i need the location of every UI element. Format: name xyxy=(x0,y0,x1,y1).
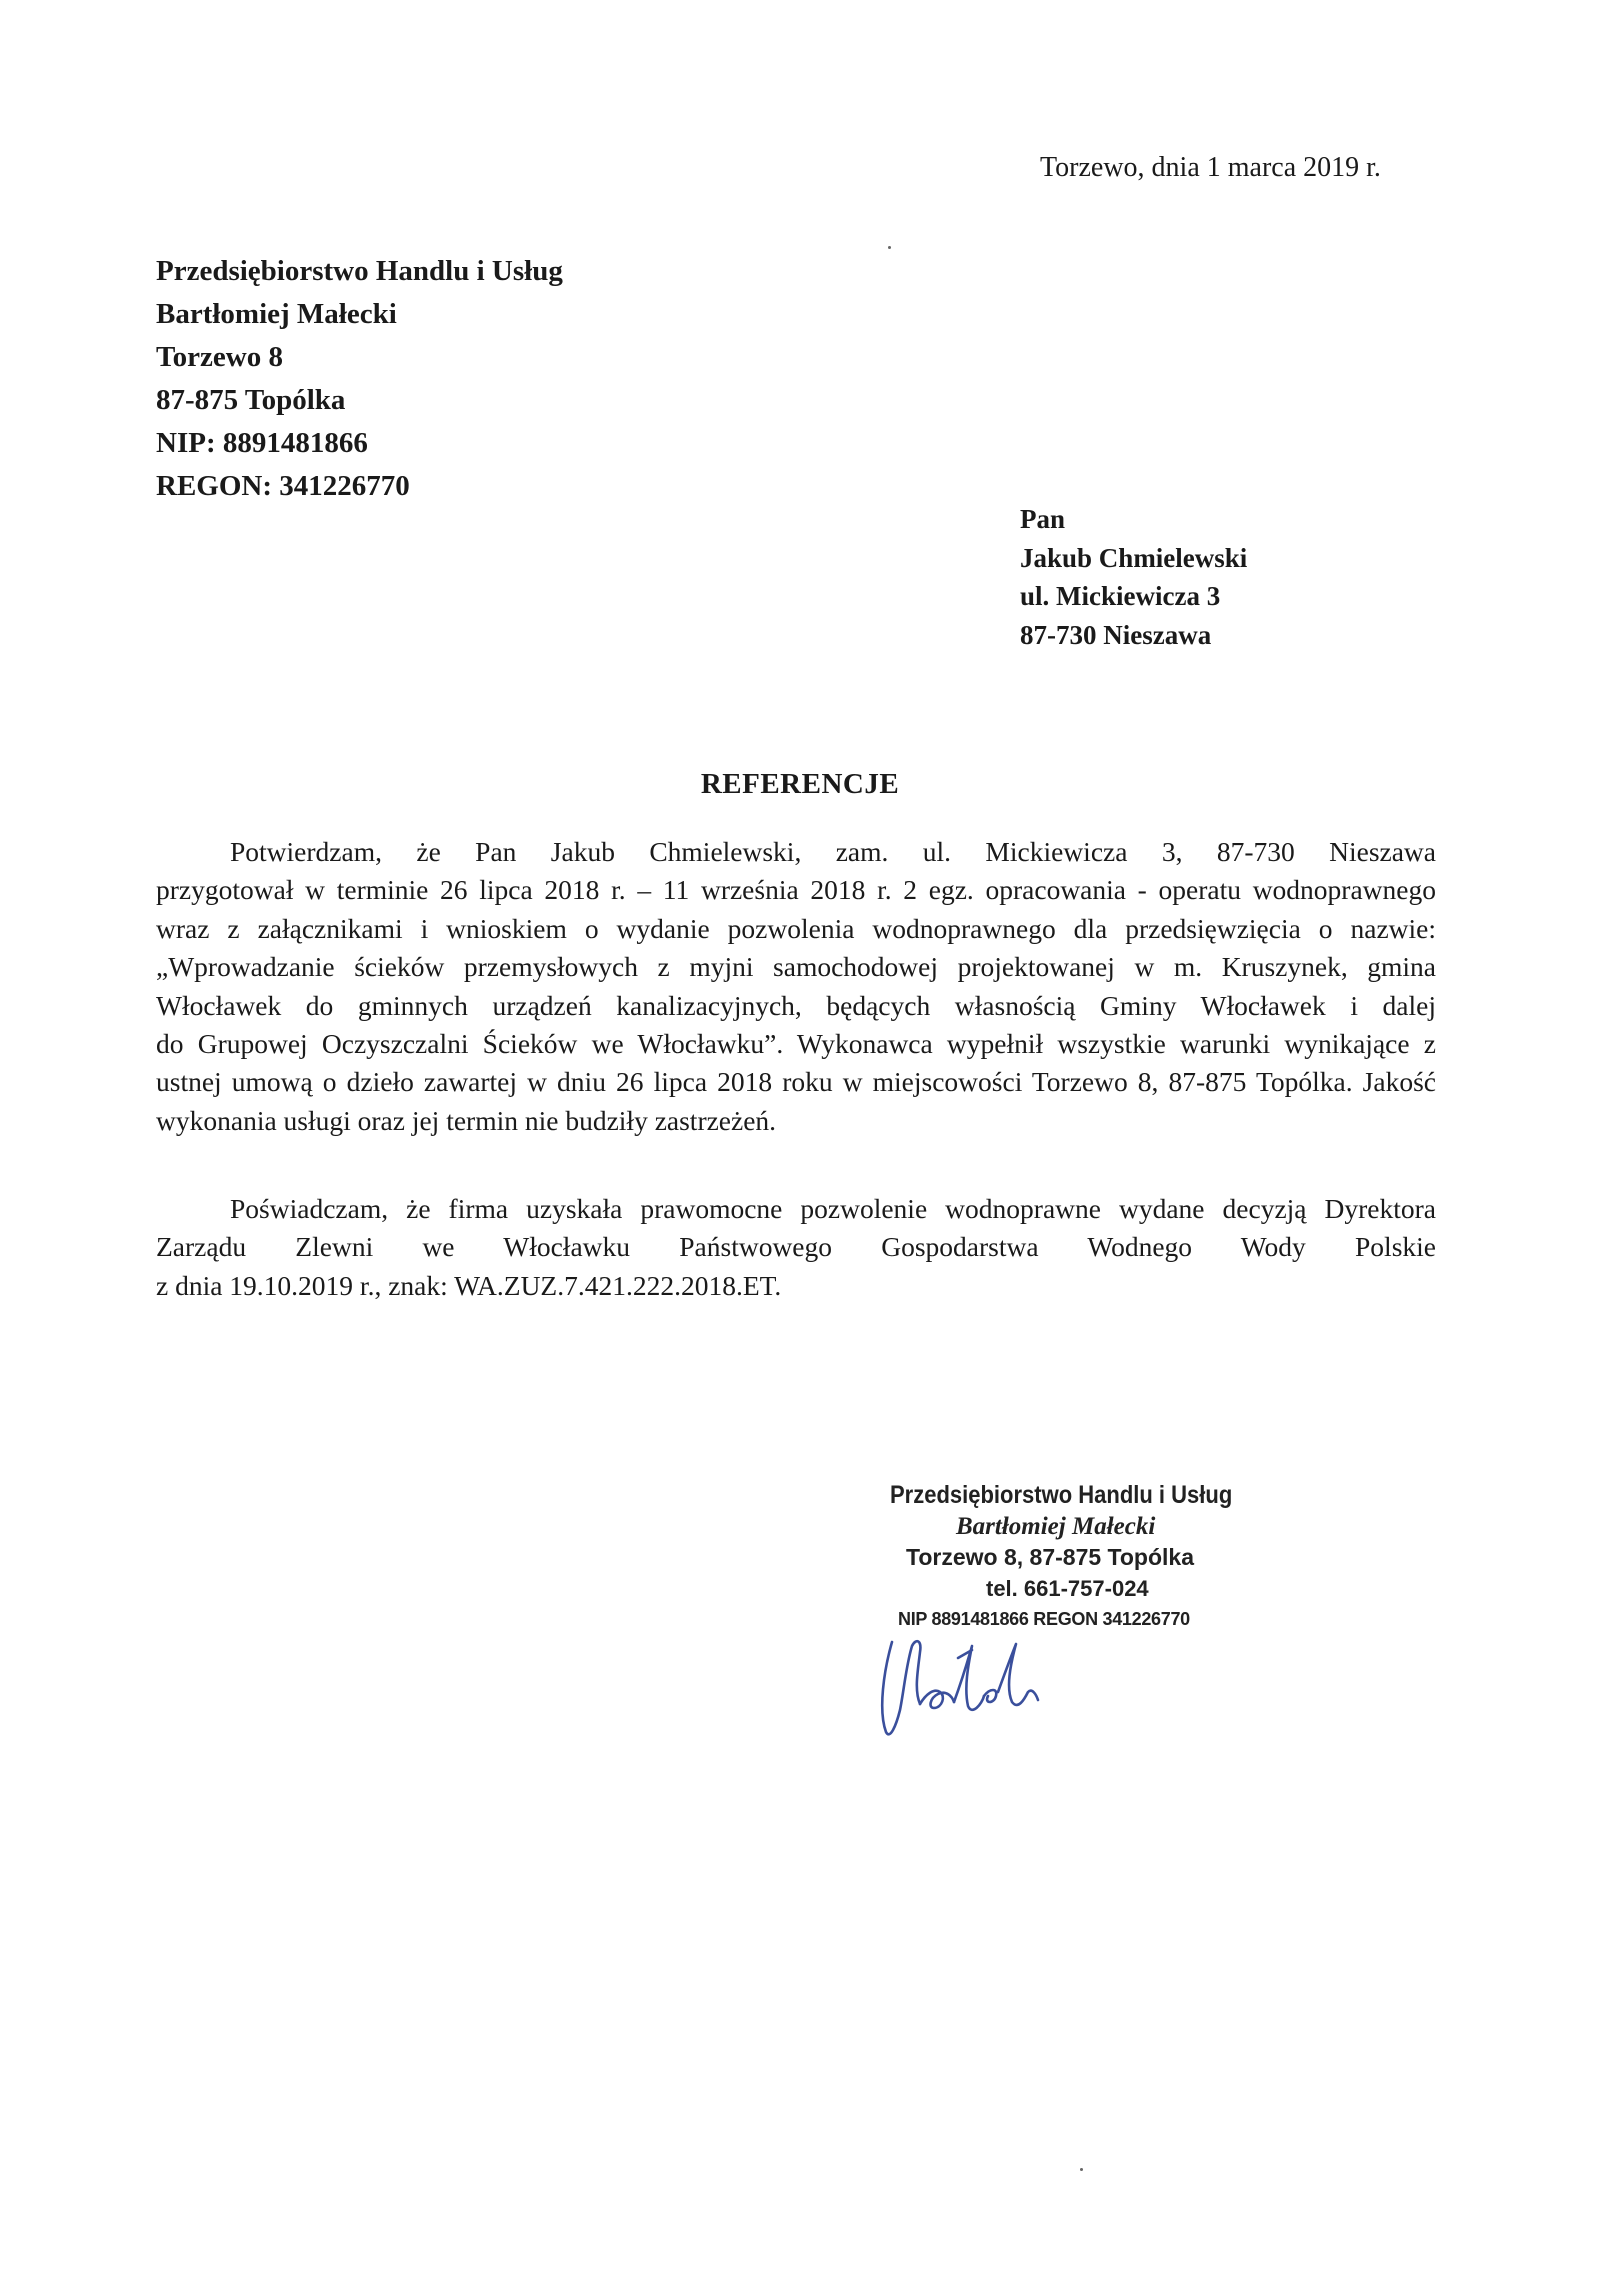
stamp-phone: tel. 661-757-024 xyxy=(986,1576,1149,1601)
recipient-name: Jakub Chmielewski xyxy=(1020,542,1248,573)
sender-street: Torzewo 8 xyxy=(156,341,283,373)
stamp-address: Torzewo 8, 87-875 Topólka xyxy=(906,1544,1195,1570)
sender-address-block xyxy=(156,250,563,508)
paragraph-2-line: Zarządu Zlewni we Włocławku Państwowego Gospodarstwa Wodnego Wody Polskie xyxy=(156,1231,1436,1263)
scan-speck xyxy=(1080,2168,1083,2171)
stamp-company-name: Przedsiębiorstwo Handlu i Usług xyxy=(890,1481,1233,1509)
sender-company-name: Przedsiębiorstwo Handlu i Usług xyxy=(156,255,563,287)
scan-speck xyxy=(888,246,891,249)
paragraph-1-line: wykonania usługi oraz jej termin nie budziły zastrzeżeń. xyxy=(156,1104,777,1136)
company-stamp xyxy=(870,1480,1340,1635)
stamp-owner-name: Bartłomiej Małecki xyxy=(956,1513,1156,1540)
sender-nip: NIP: 8891481866 xyxy=(156,427,368,459)
handwritten-signature xyxy=(872,1630,1112,1740)
paragraph-1-line: do Grupowej Oczyszczalni Ścieków we Włocławku”. Wykonawca wypełnił wszystkie warunki wynikające z xyxy=(156,1028,1436,1060)
recipient-street: ul. Mickiewicza 3 xyxy=(1020,581,1221,611)
body-paragraph-2 xyxy=(156,1190,1436,1305)
recipient-address-block xyxy=(1020,500,1247,654)
body-paragraph-1 xyxy=(156,833,1436,1140)
recipient-salutation: Pan xyxy=(1020,504,1066,534)
paragraph-1-line: „Wprowadzanie ścieków przemysłowych z myjni samochodowej projektowanej w m. Kruszynek, gmina xyxy=(156,951,1436,983)
paragraph-1-line: ustnej umową o dzieło zawartej w dniu 26 lipca 2018 roku w miejscowości Torzewo 8, 87-875 Topólka. Jakość xyxy=(156,1066,1436,1098)
sender-owner-name: Bartłomiej Małecki xyxy=(156,298,397,330)
stamp-tax-ids: NIP 8891481866 REGON 341226770 xyxy=(898,1609,1190,1629)
paragraph-1-line: Potwierdzam, że Pan Jakub Chmielewski, zam. ul. Mickiewicza 3, 87-730 Nieszawa xyxy=(230,836,1436,867)
paragraph-2-line: z dnia 19.10.2019 r., znak: WA.ZUZ.7.421.222.2018.ET. xyxy=(156,1269,782,1301)
paragraph-1-line: wraz z załącznikami i wnioskiem o wydanie pozwolenia wodnoprawnego dla przedsięwzięcia o nazwie: xyxy=(156,912,1436,944)
recipient-city: 87-730 Nieszawa xyxy=(1020,619,1212,650)
sender-regon: REGON: 341226770 xyxy=(156,470,410,502)
date-line: Torzewo, dnia 1 marca 2019 r. xyxy=(1040,152,1381,183)
document-title: REFERENCJE xyxy=(700,768,900,800)
paragraph-2-line: Poświadczam, że firma uzyskała prawomocne pozwolenie wodnoprawne wydane decyzją Dyrektora xyxy=(230,1193,1436,1224)
sender-city: 87-875 Topólka xyxy=(156,384,346,416)
paragraph-1-line: przygotował w terminie 26 lipca 2018 r. – 11 września 2018 r. 2 egz. opracowania - operatu wodnoprawnego xyxy=(156,874,1436,906)
paragraph-1-line: Włocławek do gminnych urządzeń kanalizacyjnych, będących własnością Gminy Włocławek i dalej xyxy=(156,989,1436,1021)
